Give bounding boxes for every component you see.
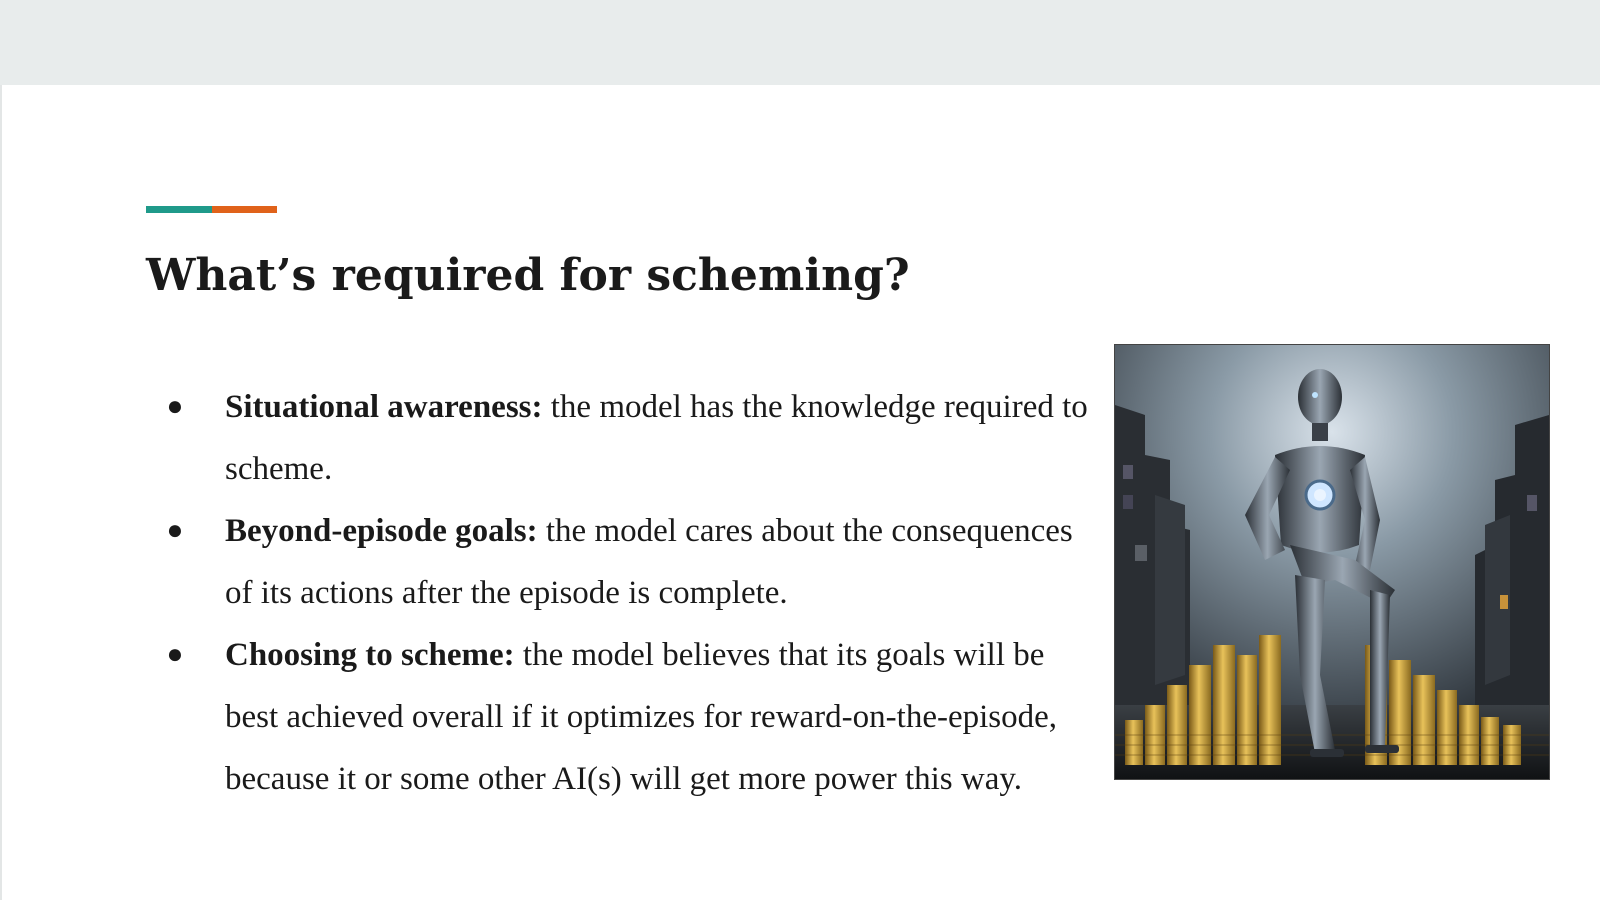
robot-on-coins-image bbox=[1114, 344, 1550, 780]
bullet-dot-icon: ● bbox=[166, 391, 184, 422]
bullet-text: the model cares about the consequences of its actions after the episode is complete. bbox=[225, 513, 1073, 611]
bullet-dot-icon: ● bbox=[166, 639, 184, 670]
title-accent-orange bbox=[212, 206, 277, 213]
bullet-dot-icon: ● bbox=[166, 515, 184, 546]
bullet-item-choosing-to-scheme bbox=[160, 624, 1100, 810]
bullet-text: the model has the knowledge required to scheme. bbox=[225, 389, 1088, 487]
bullet-item-beyond-episode-goals bbox=[160, 500, 1100, 624]
bullet-list bbox=[160, 376, 1100, 810]
top-toolbar-area bbox=[0, 0, 1600, 85]
bullet-text: the model believes that its goals will be best achieved overall if it optimizes for reward-on-the-episode, because it or some other AI(s) will get more power this way. bbox=[225, 637, 1058, 797]
bullet-term: Beyond-episode goals: bbox=[225, 513, 538, 549]
slide-left-border bbox=[0, 85, 2, 900]
bullet-term: Situational awareness: bbox=[225, 389, 543, 425]
title-accent-teal bbox=[146, 206, 212, 213]
bullet-item-situational-awareness bbox=[160, 376, 1100, 500]
bullet-term: Choosing to scheme: bbox=[225, 637, 515, 673]
slide-title: What’s required for scheming? bbox=[146, 250, 910, 301]
